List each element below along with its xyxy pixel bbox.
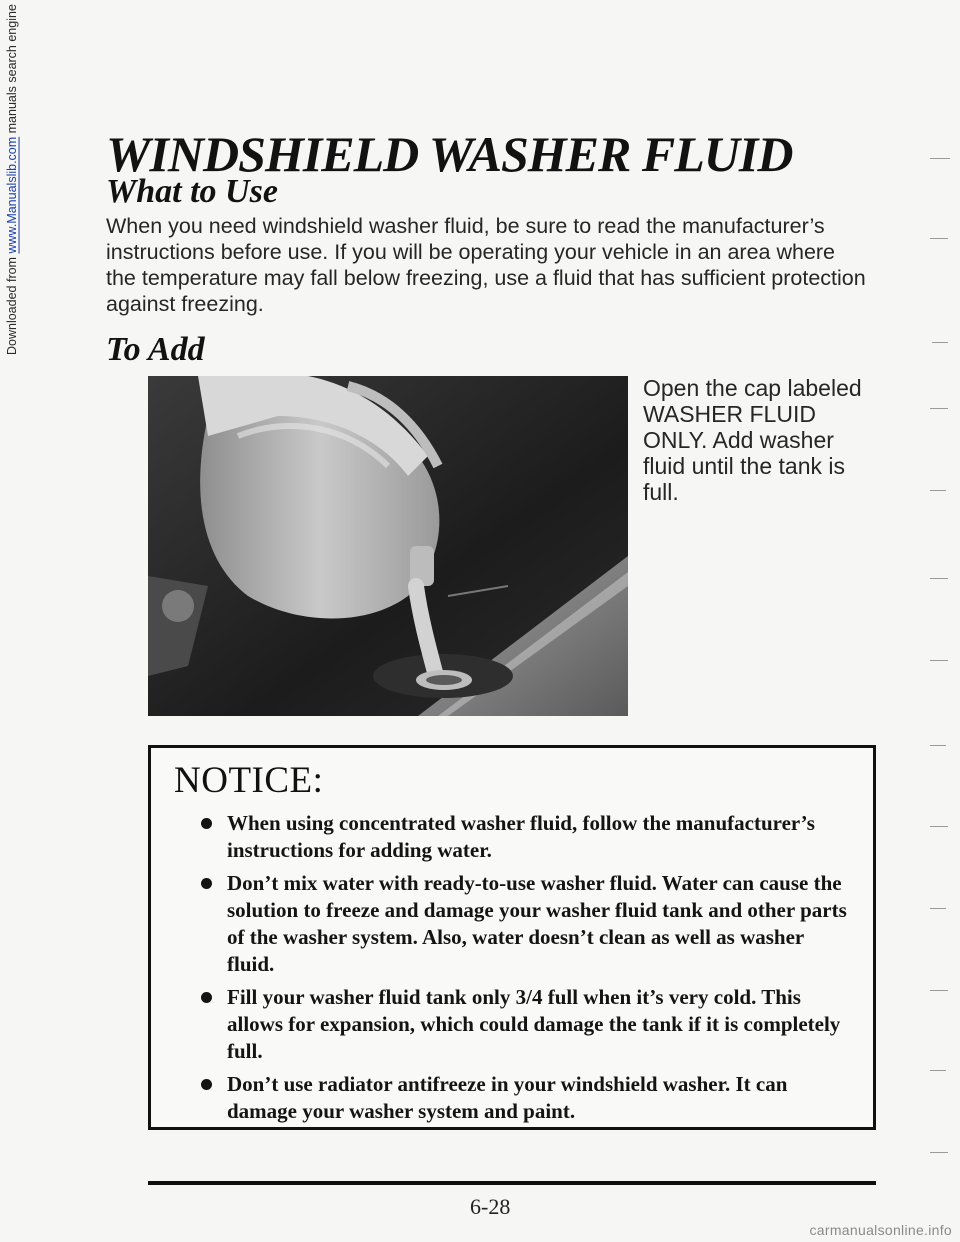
to-add-text: Open the cap labeled WASHER FLUID ONLY. Add washer fluid until the tank is full.	[643, 375, 862, 505]
manualslib-link[interactable]: www.Manualslib.com	[5, 136, 19, 254]
download-banner-suffix: manuals search engine	[5, 4, 19, 137]
edge-mark	[930, 408, 948, 409]
bullet-icon	[201, 992, 212, 1003]
edge-mark	[930, 578, 948, 579]
notice-list	[151, 810, 851, 1131]
bullet-icon	[201, 878, 212, 889]
washer-fluid-photo	[148, 376, 628, 716]
edge-mark	[930, 745, 946, 746]
edge-mark	[930, 660, 948, 661]
washer-fluid-illustration	[148, 376, 628, 716]
edge-mark	[930, 158, 950, 159]
notice-item	[151, 984, 851, 1065]
notice-item-text: Don’t mix water with ready-to-use washer fluid. Water can cause the solution to freeze and damage your washer fluid tank and other parts of the washer system. Also, water doesn’t clean as well as washer fluid.	[227, 871, 847, 976]
notice-item	[151, 870, 851, 978]
notice-item	[151, 810, 851, 864]
bullet-icon	[201, 1079, 212, 1090]
notice-box	[148, 745, 876, 1130]
notice-item-text: When using concentrated washer fluid, follow the manufacturer’s instructions for adding water.	[227, 811, 815, 862]
edge-mark	[932, 342, 948, 343]
download-banner-prefix: Downloaded from	[5, 253, 19, 355]
to-add-heading: To Add	[106, 331, 205, 368]
edge-mark	[930, 1152, 948, 1153]
notice-item-text: Fill your washer fluid tank only 3/4 full when it’s very cold. This allows for expansion, which could damage the tank if it is completely full.	[227, 985, 841, 1063]
edge-mark	[930, 990, 948, 991]
bullet-icon	[201, 818, 212, 829]
watermark: carmanualsonline.info	[809, 1222, 952, 1238]
footer-rule	[148, 1181, 876, 1185]
download-banner	[2, 0, 22, 1242]
notice-item-text: Don’t use radiator antifreeze in your windshield washer. It can damage your washer system and paint.	[227, 1072, 788, 1123]
edge-mark	[930, 490, 946, 491]
edge-mark	[930, 908, 946, 909]
edge-mark	[930, 1070, 946, 1071]
edge-mark	[930, 238, 948, 239]
notice-item	[151, 1071, 851, 1125]
page-title: WINDSHIELD WASHER FLUID	[106, 126, 793, 182]
what-to-use-text: When you need windshield washer fluid, be sure to read the manufacturer’s instructions before use. If you will be operating your vehicle in an area where the temperature may fall below freezing, use a fluid that has sufficient protection against freezing.	[106, 214, 866, 316]
what-to-use-heading: What to Use	[106, 173, 278, 210]
page-number: 6-28	[470, 1194, 511, 1219]
notice-title: NOTICE:	[174, 760, 324, 801]
edge-mark	[930, 826, 948, 827]
